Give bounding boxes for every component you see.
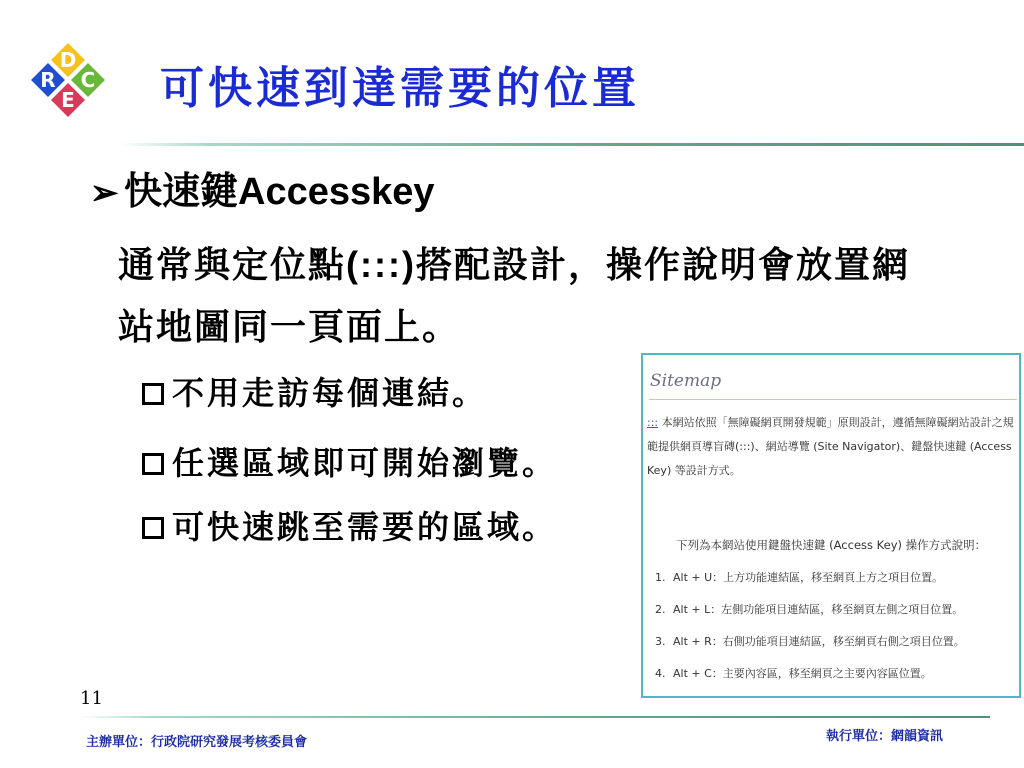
footer-divider: [80, 716, 990, 718]
logo-letter-d: D: [59, 48, 77, 72]
logo-letter-c: C: [80, 68, 96, 92]
accesskey-list: [655, 569, 1015, 697]
square-bullet-icon: [142, 383, 164, 405]
arrow-bullet-icon: ➢: [90, 173, 119, 213]
item-text: Alt + U：上方功能連結區，移至網頁上方之項目位置。: [673, 571, 944, 584]
item-text: Alt + C：主要內容區，移至網頁之主要內容區位置。: [673, 667, 932, 680]
para-part-c: 搭配設計，操作說明會放置網站地圖同一頁面上。: [118, 244, 910, 348]
item-number: 1.: [655, 571, 666, 584]
bullet-accesskey: [90, 160, 435, 215]
sub-bullet-2: [142, 438, 557, 484]
para-part-a: 通常與定位點: [118, 244, 347, 286]
logo-letter-e: E: [61, 88, 75, 112]
title-divider: [120, 143, 1024, 146]
square-bullet-icon: [142, 453, 164, 475]
sub-bullet-1: [142, 368, 487, 414]
sitemap-title: Sitemap: [650, 371, 722, 391]
item-text: Alt + R：右側功能項目連結區，移至網頁右側之項目位置。: [673, 635, 965, 648]
sitemap-intro: [647, 411, 1019, 483]
footer-executor: 執行單位：網韻資訊: [826, 729, 944, 744]
accesskey-item: [655, 633, 1015, 665]
accesskey-item: [655, 601, 1015, 633]
para-part-b: (:::): [346, 244, 416, 285]
accesskey-item: [655, 569, 1015, 601]
sub-bullet-3: [142, 502, 557, 548]
item-number: 3.: [655, 635, 666, 648]
logo-letter-r: R: [40, 68, 56, 92]
rdec-logo: [18, 40, 118, 140]
item-number: 2.: [655, 603, 666, 616]
sub-bullet-text: 可快速跳至需要的區域。: [172, 508, 558, 546]
sub-bullet-text: 任選區域即可開始瀏覽。: [172, 444, 558, 482]
footer-organizer: 主辦單位：行政院研究發展考核委員會: [86, 735, 308, 750]
square-bullet-icon: [142, 517, 164, 539]
sitemap-screenshot: [641, 353, 1021, 698]
description-paragraph: [118, 234, 938, 358]
item-text: Alt + L：左側功能項目連結區，移至網頁左側之項目位置。: [673, 603, 964, 616]
sitemap-divider: [649, 399, 1017, 400]
sitemap-intro-text: 本網站依照「無障礙網頁開發規範」原則設計，遵循無障礙網站設計之規範提供網頁導盲磚(:::)、網站導覽 (Site Navigator)、鍵盤快速鍵 (Access Key) 等設計方式。: [647, 416, 1014, 477]
accesskey-item: [655, 665, 1015, 697]
sub-bullet-text: 不用走訪每個連結。: [172, 374, 488, 412]
bullet-prefix: 快速鍵: [124, 168, 239, 213]
accesskey-dots-link[interactable]: :::: [647, 416, 659, 429]
accesskey-subhead: 下列為本網站使用鍵盤快速鍵 (Access Key) 操作方式說明：: [676, 538, 987, 552]
bullet-latin: Accesskey: [238, 171, 435, 213]
item-number: 4.: [655, 667, 666, 680]
slide-title: 可快速到達需要的位置: [160, 63, 640, 114]
slide-number: 11: [80, 688, 103, 709]
